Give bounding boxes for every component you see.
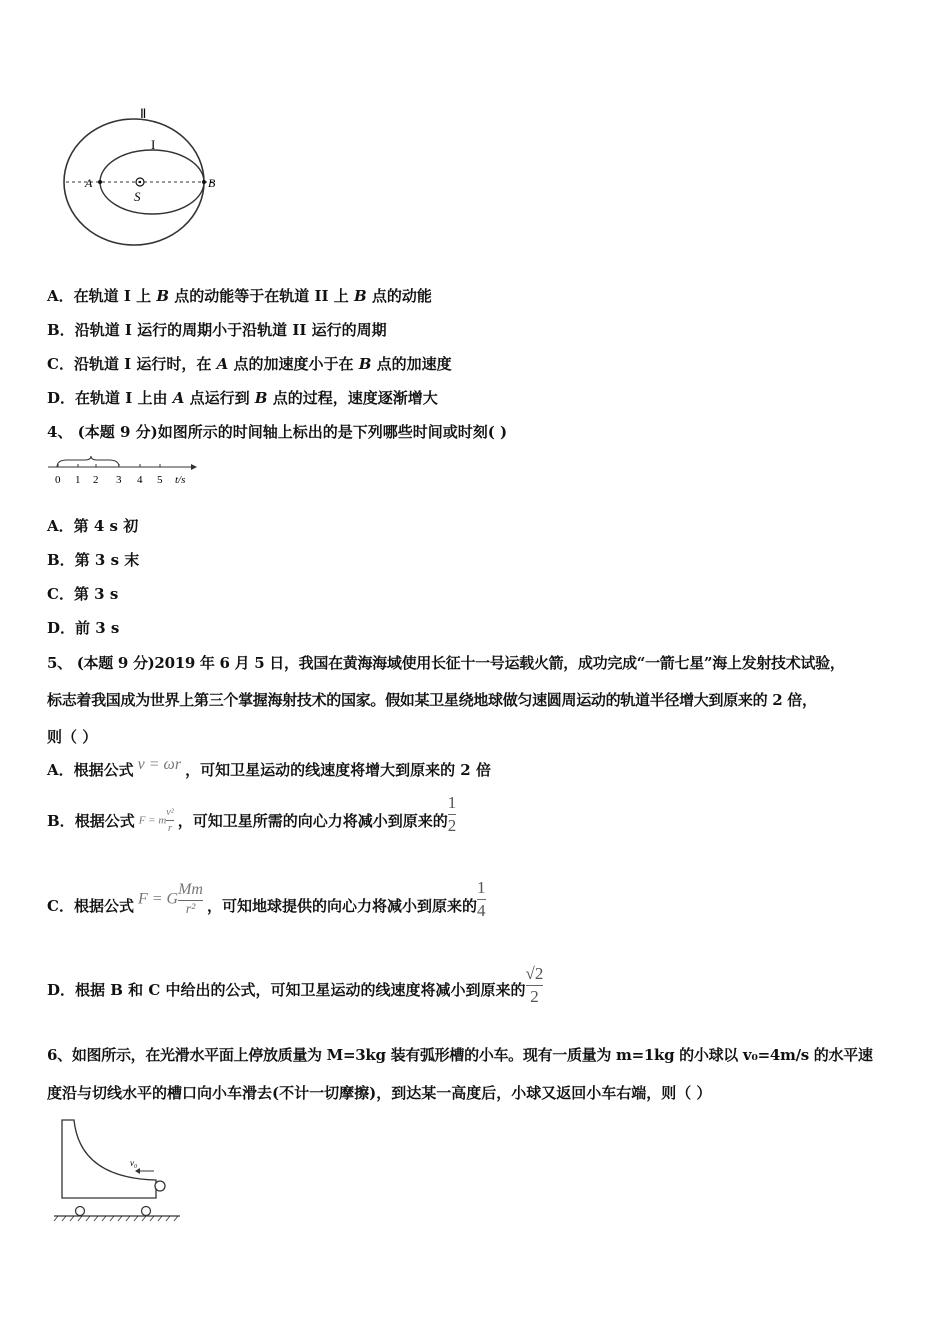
- tick-label: 4: [137, 474, 143, 486]
- label-s: S: [134, 189, 141, 204]
- tick-label: 1: [75, 474, 81, 486]
- cart-body: [62, 1120, 156, 1198]
- label-orbit-ii: Ⅱ: [140, 106, 147, 121]
- label-a: A: [85, 176, 93, 190]
- point-s-center: [139, 181, 141, 183]
- q5-stem-line3: 则（ ）: [47, 728, 98, 746]
- point-b: [202, 180, 206, 184]
- q3-option-c: C．沿轨道 I 运行时，在 A 点的加速度小于在 B 点的加速度: [47, 355, 452, 373]
- fraction-root2-over-2: $\frac{√2}{2}$: [525, 963, 544, 1006]
- ground-hatch: [54, 1216, 178, 1221]
- tick-label: 0: [55, 474, 61, 486]
- wheel-right: [142, 1207, 151, 1216]
- q4-option-a: A．第 4 s 初: [47, 517, 139, 535]
- q4-stem: 4、 (本题 9 分)如图所示的时间轴上标出的是下列哪些时间或时刻( ): [47, 423, 508, 441]
- label-orbit-i: I: [151, 137, 156, 152]
- q5-option-b: B．根据公式 F = m $\frac{\text{v²}}{r}$ ，可知卫星所需的向心力将减小到原来的 $\frac{1}{2}$: [47, 792, 457, 835]
- q4-option-c: C．第 3 s: [47, 585, 119, 603]
- orbit-figure: [48, 105, 228, 250]
- formula-gravitation: F = G $\frac{Mm}{\text{r²}}$: [137, 880, 203, 917]
- time-axis-brace: [57, 456, 119, 467]
- q5-stem-line2: 标志着我国成为世界上第三个掌握海射技术的国家。假如某卫星绕地球做匀速圆周运动的轨道半径增大到原来的 2 倍，: [47, 691, 817, 709]
- q3-option-b: B．沿轨道 I 运行的周期小于沿轨道 II 运行的周期: [47, 321, 387, 339]
- cart-figure: [50, 1118, 190, 1223]
- q5-option-c: C．根据公式 F = G $\frac{Mm}{\text{r²}}$ ，可知地球提供的向心力将减小到原来的 $\frac{1}{4}$: [47, 877, 486, 920]
- formula-centripetal: F = m $\frac{\text{v²}}{r}$: [138, 806, 174, 834]
- q5-stem-line1: 5、 (本题 9 分)2019 年 6 月 5 日，我国在黄海海域使用长征十一号运载火箭，成功完成“一箭七星”海上发射技术试验，: [47, 654, 845, 672]
- fraction-one-quarter: $\frac{1}{4}$: [477, 877, 486, 920]
- q4-option-b: B．第 3 s 末: [47, 551, 140, 569]
- formula-v-omega-r: v = ωr: [137, 756, 182, 773]
- v0-label: v₀: [130, 1158, 138, 1168]
- q3-option-a: A．在轨道 I 上 B 点的动能等于在轨道 II 上 B 点的动能: [47, 287, 432, 305]
- point-a: [98, 180, 102, 184]
- label-b: B: [208, 176, 216, 190]
- time-axis-arrow: [191, 464, 197, 470]
- velocity-arrowhead: [135, 1168, 140, 1174]
- wheel-left: [76, 1207, 85, 1216]
- q6-stem-line2: 度沿与切线水平的槽口向小车滑去(不计一切摩擦)，到达某一高度后，小球又返回小车右端，则（ ）: [47, 1084, 712, 1102]
- q3-option-d: D．在轨道 I 上由 A 点运行到 B 点的过程，速度逐渐增大: [47, 389, 438, 407]
- q6-stem-line1: 6、如图所示，在光滑水平面上停放质量为 M=3kg 装有弧形槽的小车。现有一质量为 m=1kg 的小球以 v₀=4m/s 的水平速: [47, 1046, 873, 1064]
- q5-option-d: D．根据 B 和 C 中给出的公式，可知卫星运动的线速度将减小到原来的 $\frac{√2}{2}$: [47, 963, 544, 1006]
- fraction-one-half: $\frac{1}{2}$: [447, 792, 457, 835]
- axis-unit-label: t/s: [175, 474, 186, 486]
- tick-label: 2: [93, 474, 99, 486]
- tick-label: 5: [157, 474, 163, 486]
- tick-label: 3: [116, 474, 122, 486]
- time-axis-figure: [45, 455, 205, 491]
- ball: [155, 1181, 165, 1191]
- q5-option-a: A．根据公式 v = ωr ，可知卫星运动的线速度将增大到原来的 2 倍: [47, 756, 491, 779]
- q4-option-d: D．前 3 s: [47, 619, 120, 637]
